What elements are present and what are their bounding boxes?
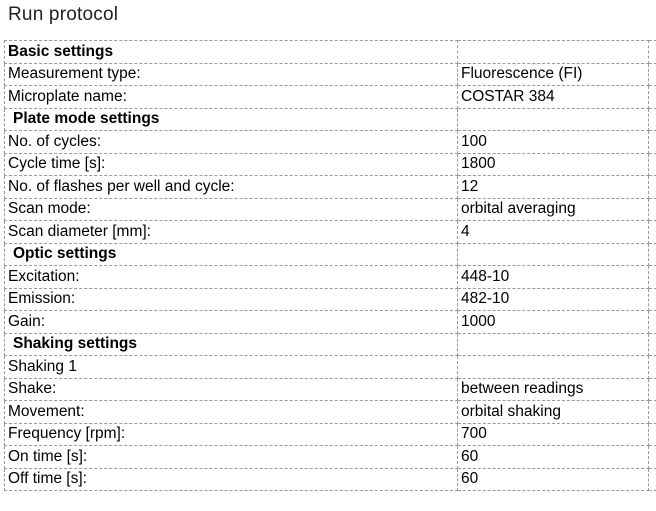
setting-label: Emission: [5,288,458,311]
empty-cell [649,423,656,446]
empty-cell [649,378,656,401]
table-row [5,446,656,469]
empty-cell [649,41,656,64]
table-row [5,378,656,401]
setting-value: orbital averaging [458,198,649,221]
setting-value [458,243,649,266]
setting-value [458,108,649,131]
empty-cell [649,221,656,244]
page-title: Run protocol [8,4,119,25]
section-title: Plate mode settings [5,108,458,131]
setting-value [458,41,649,64]
section-header-row [5,243,656,266]
setting-value: 1000 [458,311,649,334]
empty-cell [649,266,656,289]
table-row [5,266,656,289]
empty-cell [649,131,656,154]
setting-value: 1800 [458,153,649,176]
setting-value: between readings [458,378,649,401]
table-row [5,423,656,446]
setting-value: Fluorescence (FI) [458,63,649,86]
setting-label: Microplate name: [5,86,458,109]
empty-cell [649,198,656,221]
setting-label: Gain: [5,311,458,334]
table-row [5,176,656,199]
table-row [5,131,656,154]
protocol-table [4,40,656,491]
setting-value [458,333,649,356]
section-title: Optic settings [5,243,458,266]
table-row [5,153,656,176]
setting-label: No. of flashes per well and cycle: [5,176,458,199]
setting-value: 100 [458,131,649,154]
empty-cell [649,288,656,311]
section-title: Shaking settings [5,333,458,356]
setting-label: Shaking 1 [5,356,458,379]
setting-label: Measurement type: [5,63,458,86]
empty-cell [649,356,656,379]
setting-value: COSTAR 384 [458,86,649,109]
table-row [5,221,656,244]
empty-cell [649,243,656,266]
section-title: Basic settings [5,41,458,64]
table-row [5,198,656,221]
table-row [5,311,656,334]
empty-cell [649,311,656,334]
setting-label: Movement: [5,401,458,424]
setting-value: 448-10 [458,266,649,289]
setting-label: Excitation: [5,266,458,289]
setting-label: Off time [s]: [5,468,458,491]
empty-cell [649,333,656,356]
section-header-row [5,108,656,131]
setting-value: 700 [458,423,649,446]
empty-cell [649,153,656,176]
table-row [5,401,656,424]
section-header-row [5,333,656,356]
protocol-table-body [5,41,656,491]
table-row [5,63,656,86]
setting-value [458,356,649,379]
table-row [5,288,656,311]
empty-cell [649,63,656,86]
table-row [5,356,656,379]
setting-label: Cycle time [s]: [5,153,458,176]
setting-label: Scan mode: [5,198,458,221]
setting-value: 482-10 [458,288,649,311]
setting-label: Shake: [5,378,458,401]
empty-cell [649,446,656,469]
setting-label: Scan diameter [mm]: [5,221,458,244]
empty-cell [649,86,656,109]
setting-value: orbital shaking [458,401,649,424]
setting-value: 60 [458,446,649,469]
setting-label: Frequency [rpm]: [5,423,458,446]
setting-value: 60 [458,468,649,491]
empty-cell [649,401,656,424]
section-header-row [5,41,656,64]
table-row [5,86,656,109]
setting-label: No. of cycles: [5,131,458,154]
empty-cell [649,468,656,491]
setting-value: 4 [458,221,649,244]
setting-value: 12 [458,176,649,199]
empty-cell [649,108,656,131]
empty-cell [649,176,656,199]
setting-label: On time [s]: [5,446,458,469]
table-row [5,468,656,491]
